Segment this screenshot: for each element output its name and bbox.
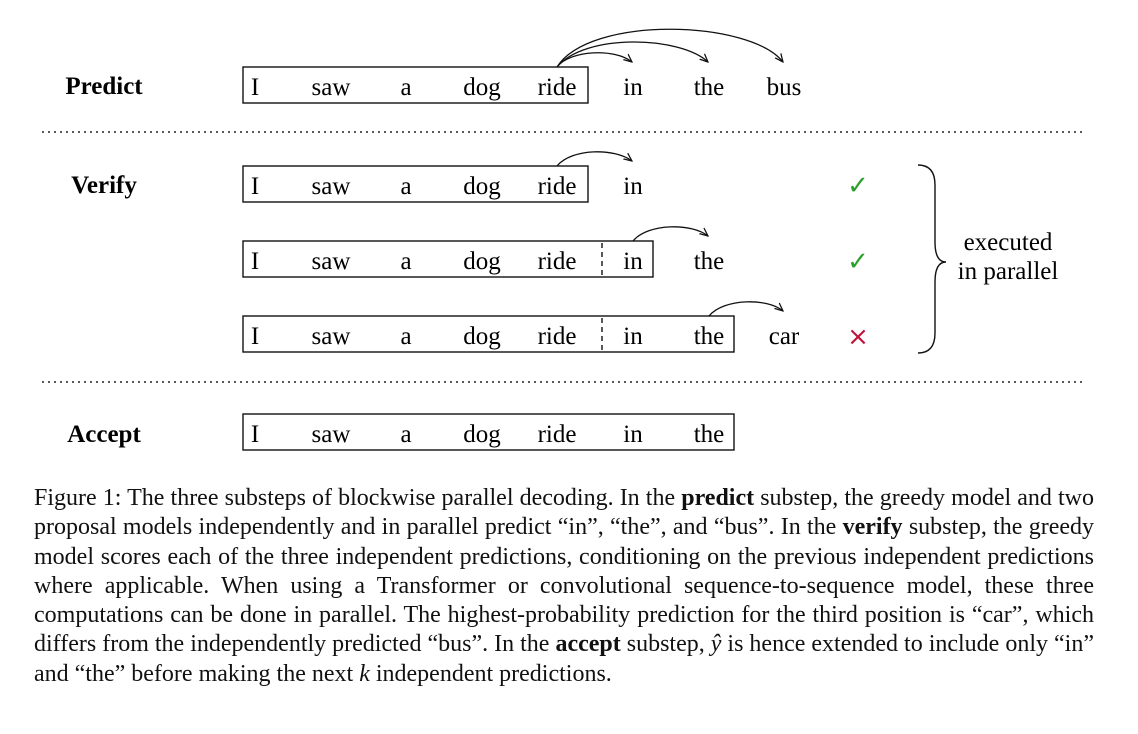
token: dog <box>463 323 501 350</box>
caption-term-verify: verify <box>842 514 903 541</box>
token: the <box>693 421 725 448</box>
token: ride <box>537 74 577 101</box>
token: saw <box>311 74 351 101</box>
caption-text: substep, the greedy model scores each of the three independent predictions, conditioning on the previous independent predictions where applicable. When using a Transformer or convolutional sequence-to-sequence model, these three computations can be done in parallel. The highest-probability prediction for the third position is “car”, which differs from the independently predicted “bus”. In the <box>34 514 1094 658</box>
caption-math-k: k <box>359 660 370 687</box>
arrow-verify-1 <box>557 152 632 166</box>
brace-label-line-2: in parallel <box>957 258 1059 285</box>
token: I <box>250 74 260 101</box>
token: a <box>400 323 412 350</box>
brace-label-line-1: executed <box>963 229 1053 256</box>
context-box <box>243 166 588 202</box>
token: ride <box>537 248 577 275</box>
caption-math-yhat: ŷ <box>710 631 722 658</box>
token: ride <box>537 323 577 350</box>
token: in <box>623 323 643 350</box>
caption-text: substep, the greedy model and two proposal models independently and in parallel predict “in”, “the”, and “bus”. In the <box>34 485 1094 541</box>
arrow-verify-3 <box>709 302 783 316</box>
predicted-token: in <box>623 74 643 101</box>
accept-row <box>243 414 734 450</box>
token: dog <box>463 421 501 448</box>
verify-row-3 <box>243 302 869 352</box>
caption-text: The three substeps of blockwise parallel decoding. In the <box>121 485 682 511</box>
caption-text: is hence extended to include only “in” and “the” before making the next <box>34 631 1094 687</box>
token: a <box>400 248 412 275</box>
caption-text: independent predictions. <box>369 660 612 687</box>
token: dog <box>463 173 501 200</box>
step-label-predict: Predict <box>65 73 143 100</box>
token: saw <box>311 248 351 275</box>
step-label-accept: Accept <box>67 421 141 448</box>
predict-row <box>243 29 801 103</box>
token: saw <box>311 323 351 350</box>
figure-label: Figure 1: <box>34 485 122 511</box>
caption-term-predict: predict <box>681 485 755 511</box>
token: the <box>693 323 725 350</box>
predicted-token: bus <box>766 74 802 101</box>
step-label-verify: Verify <box>71 172 137 199</box>
scored-token: in <box>623 173 643 200</box>
check-mark-icon: ✓ <box>847 247 869 277</box>
token: I <box>250 173 260 200</box>
brace-icon <box>918 165 946 353</box>
context-box <box>243 241 653 277</box>
cross-mark-icon: × <box>847 322 869 352</box>
scored-token: the <box>693 248 725 275</box>
token: a <box>400 421 412 448</box>
verify-row-1 <box>243 152 869 202</box>
figure-caption <box>34 484 1094 689</box>
arrow-verify-2 <box>633 227 708 241</box>
token: I <box>250 323 260 350</box>
predicted-token: the <box>693 74 725 101</box>
caption-term-accept: accept <box>555 631 621 658</box>
scored-token: car <box>768 323 800 350</box>
token: saw <box>311 173 351 200</box>
token: I <box>250 248 260 275</box>
token: a <box>400 74 412 101</box>
token: ride <box>537 421 577 448</box>
token: dog <box>463 248 501 275</box>
token: in <box>623 421 643 448</box>
context-box <box>243 67 588 103</box>
token: dog <box>463 74 501 101</box>
verify-row-2 <box>243 227 869 277</box>
token: in <box>623 248 643 275</box>
token: ride <box>537 173 577 200</box>
caption-text: substep, <box>620 631 711 658</box>
token: a <box>400 173 412 200</box>
check-mark-icon: ✓ <box>847 171 869 201</box>
token: saw <box>311 421 351 448</box>
token: I <box>250 421 260 448</box>
